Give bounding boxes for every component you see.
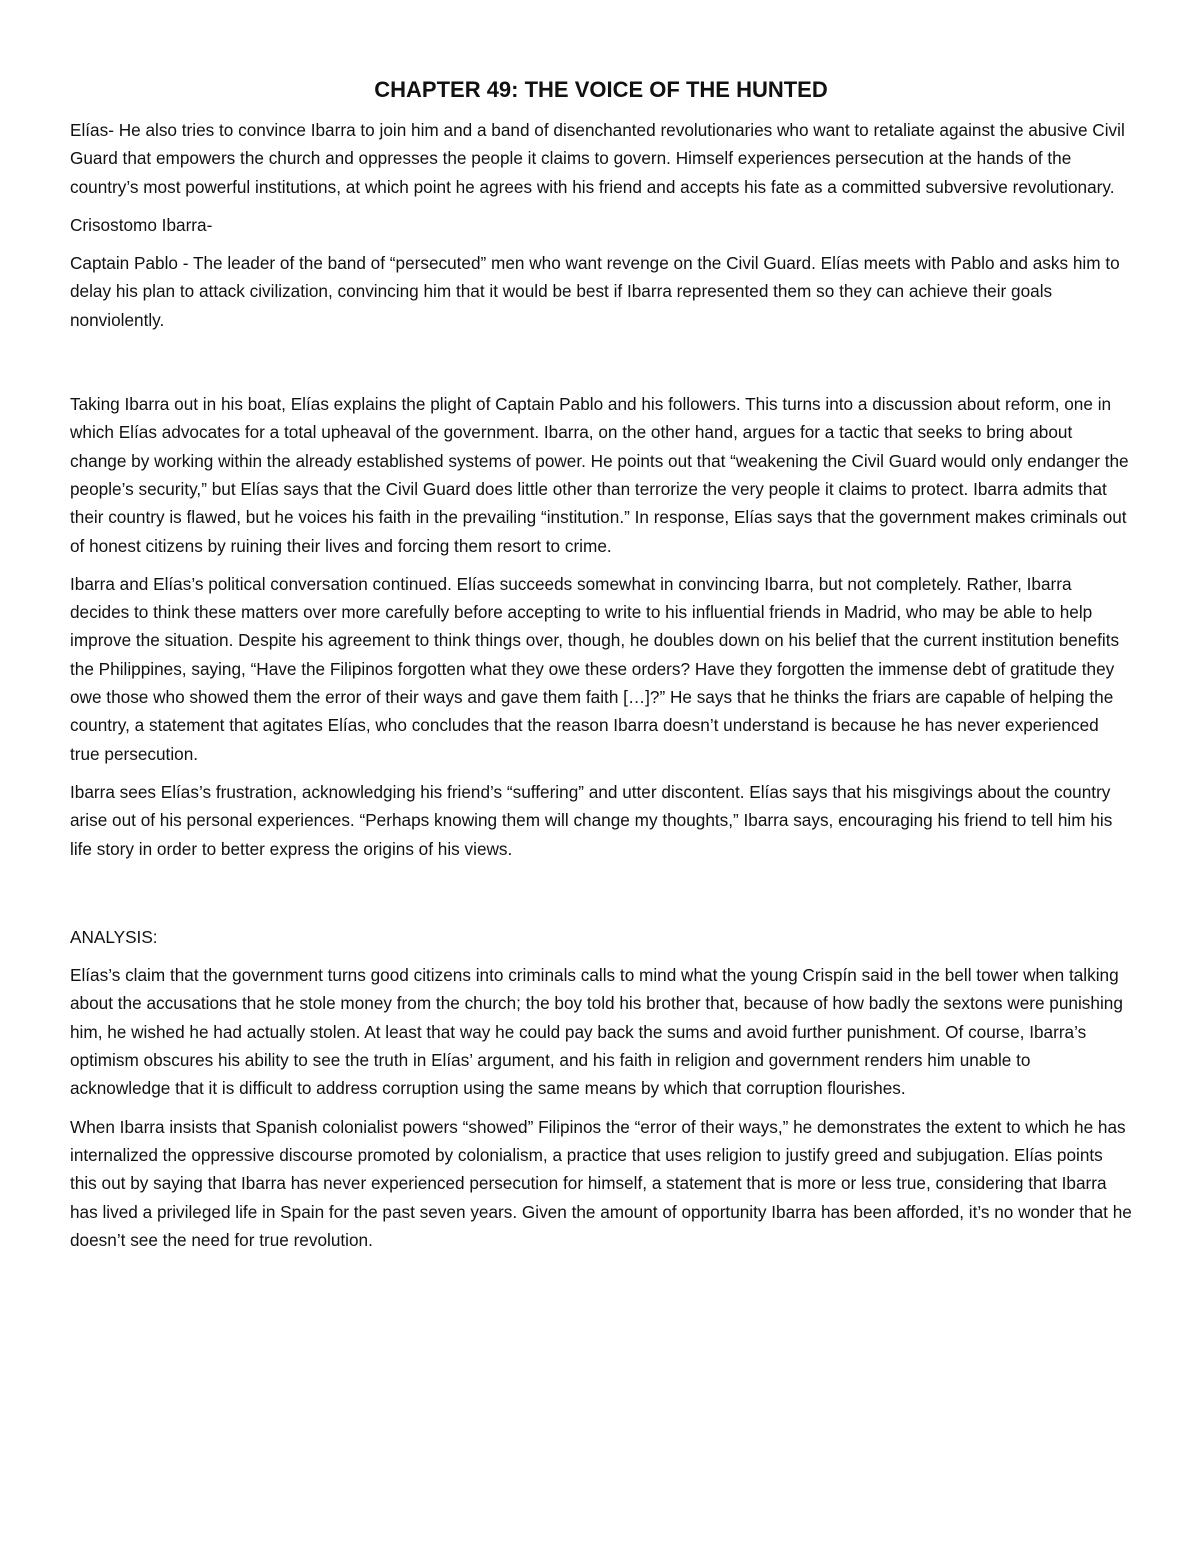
paragraph-analysis-colonialism: When Ibarra insists that Spanish colonialist powers “showed” Filipinos the “error of their ways,” he demonstrates the extent to which he has internalized the oppressive discourse promoted by colonialism, a practice that uses religion to justify greed and subjugation. Elías points this out by saying that Ibarra has never experienced persecution for himself, a statement that is more or less true, considering that Ibarra has lived a privileged life in Spain for the past seven years. Given the amount of opportunity Ibarra has been afforded, it’s no wonder that he doesn’t see the need for true revolution. <box>70 1116 1132 1250</box>
chapter-title: CHAPTER 49: THE VOICE OF THE HUNTED <box>374 77 828 102</box>
blank-space <box>70 873 1132 923</box>
document-page <box>70 74 1132 1264</box>
paragraph-political-conversation: Ibarra and Elías’s political conversation continued. Elías succeeds somewhat in convincing Ibarra, but not completely. Rather, Ibarra decides to think these matters over more carefully before accepting to write to his influential friends in Madrid, who may be able to help improve the situation. Despite his agreement to think things over, though, he doubles down on his belief that the current institution benefits the Philippines, saying, “Have the Filipinos forgotten what they owe these orders? Have they forgotten the immense debt of gratitude they owe those who showed them the error of their ways and gave them faith […]?” He says that he thinks the friars are capable of helping the country, a statement that agitates Elías, who concludes that the reason Ibarra doesn’t understand is because he has never experienced true persecution. <box>70 573 1120 764</box>
paragraph-crisostomo: Crisostomo Ibarra- <box>70 214 213 235</box>
analysis-heading: ANALYSIS: <box>70 926 158 947</box>
paragraph-elias: Elías- He also tries to convince Ibarra to join him and a band of disenchanted revolutionaries who want to retaliate against the abusive Civil Guard that empowers the church and oppresses the people it claims to govern. Himself experiences persecution at the hands of the country’s most powerful institutions, at which point he agrees with his friend and accepts his fate as a committed subversive revolutionary. <box>70 120 1125 197</box>
blank-space <box>70 344 1132 390</box>
paragraph-analysis-crispin: Elías’s claim that the government turns good citizens into criminals calls to mind what the young Crispín said in the bell tower when talking about the accusations that he stole money from the church; the boy told his brother that, because of how badly the sextons were punishing him, he wished he had actually stolen. At least that way he could pay back the sums and avoid further punishment. Of course, Ibarra’s optimism obscures his ability to see the truth in Elías’ argument, and his faith in religion and government renders him unable to acknowledge that it is difficult to address corruption using the same means by which that corruption flourishes. <box>70 965 1123 1099</box>
paragraph-captain-pablo: Captain Pablo - The leader of the band of “persecuted” men who want revenge on the Civil Guard. Elías meets with Pablo and asks him to delay his plan to attack civilization, convincing him that it would be best if Ibarra represented them so they can achieve their goals nonviolently. <box>70 253 1120 330</box>
paragraph-boat-discussion: Taking Ibarra out in his boat, Elías explains the plight of Captain Pablo and his followers. This turns into a discussion about reform, one in which Elías advocates for a total upheaval of the government. Ibarra, on the other hand, argues for a tactic that seeks to bring about change by working within the already established systems of power. He points out that “weakening the Civil Guard would only endanger the people’s security,” but Elías says that the Civil Guard does little other than terrorize the very people it claims to protect. Ibarra admits that their country is flawed, but he voices his faith in the prevailing “institution.” In response, Elías says that the government makes criminals out of honest citizens by ruining their lives and forcing them resort to crime. <box>70 394 1129 556</box>
paragraph-frustration: Ibarra sees Elías’s frustration, acknowledging his friend’s “suffering” and utter discontent. Elías says that his misgivings about the country arise out of his personal experiences. “Perhaps knowing them will change my thoughts,” Ibarra says, encouraging his friend to tell him his life story in order to better express the origins of his views. <box>70 781 1113 859</box>
